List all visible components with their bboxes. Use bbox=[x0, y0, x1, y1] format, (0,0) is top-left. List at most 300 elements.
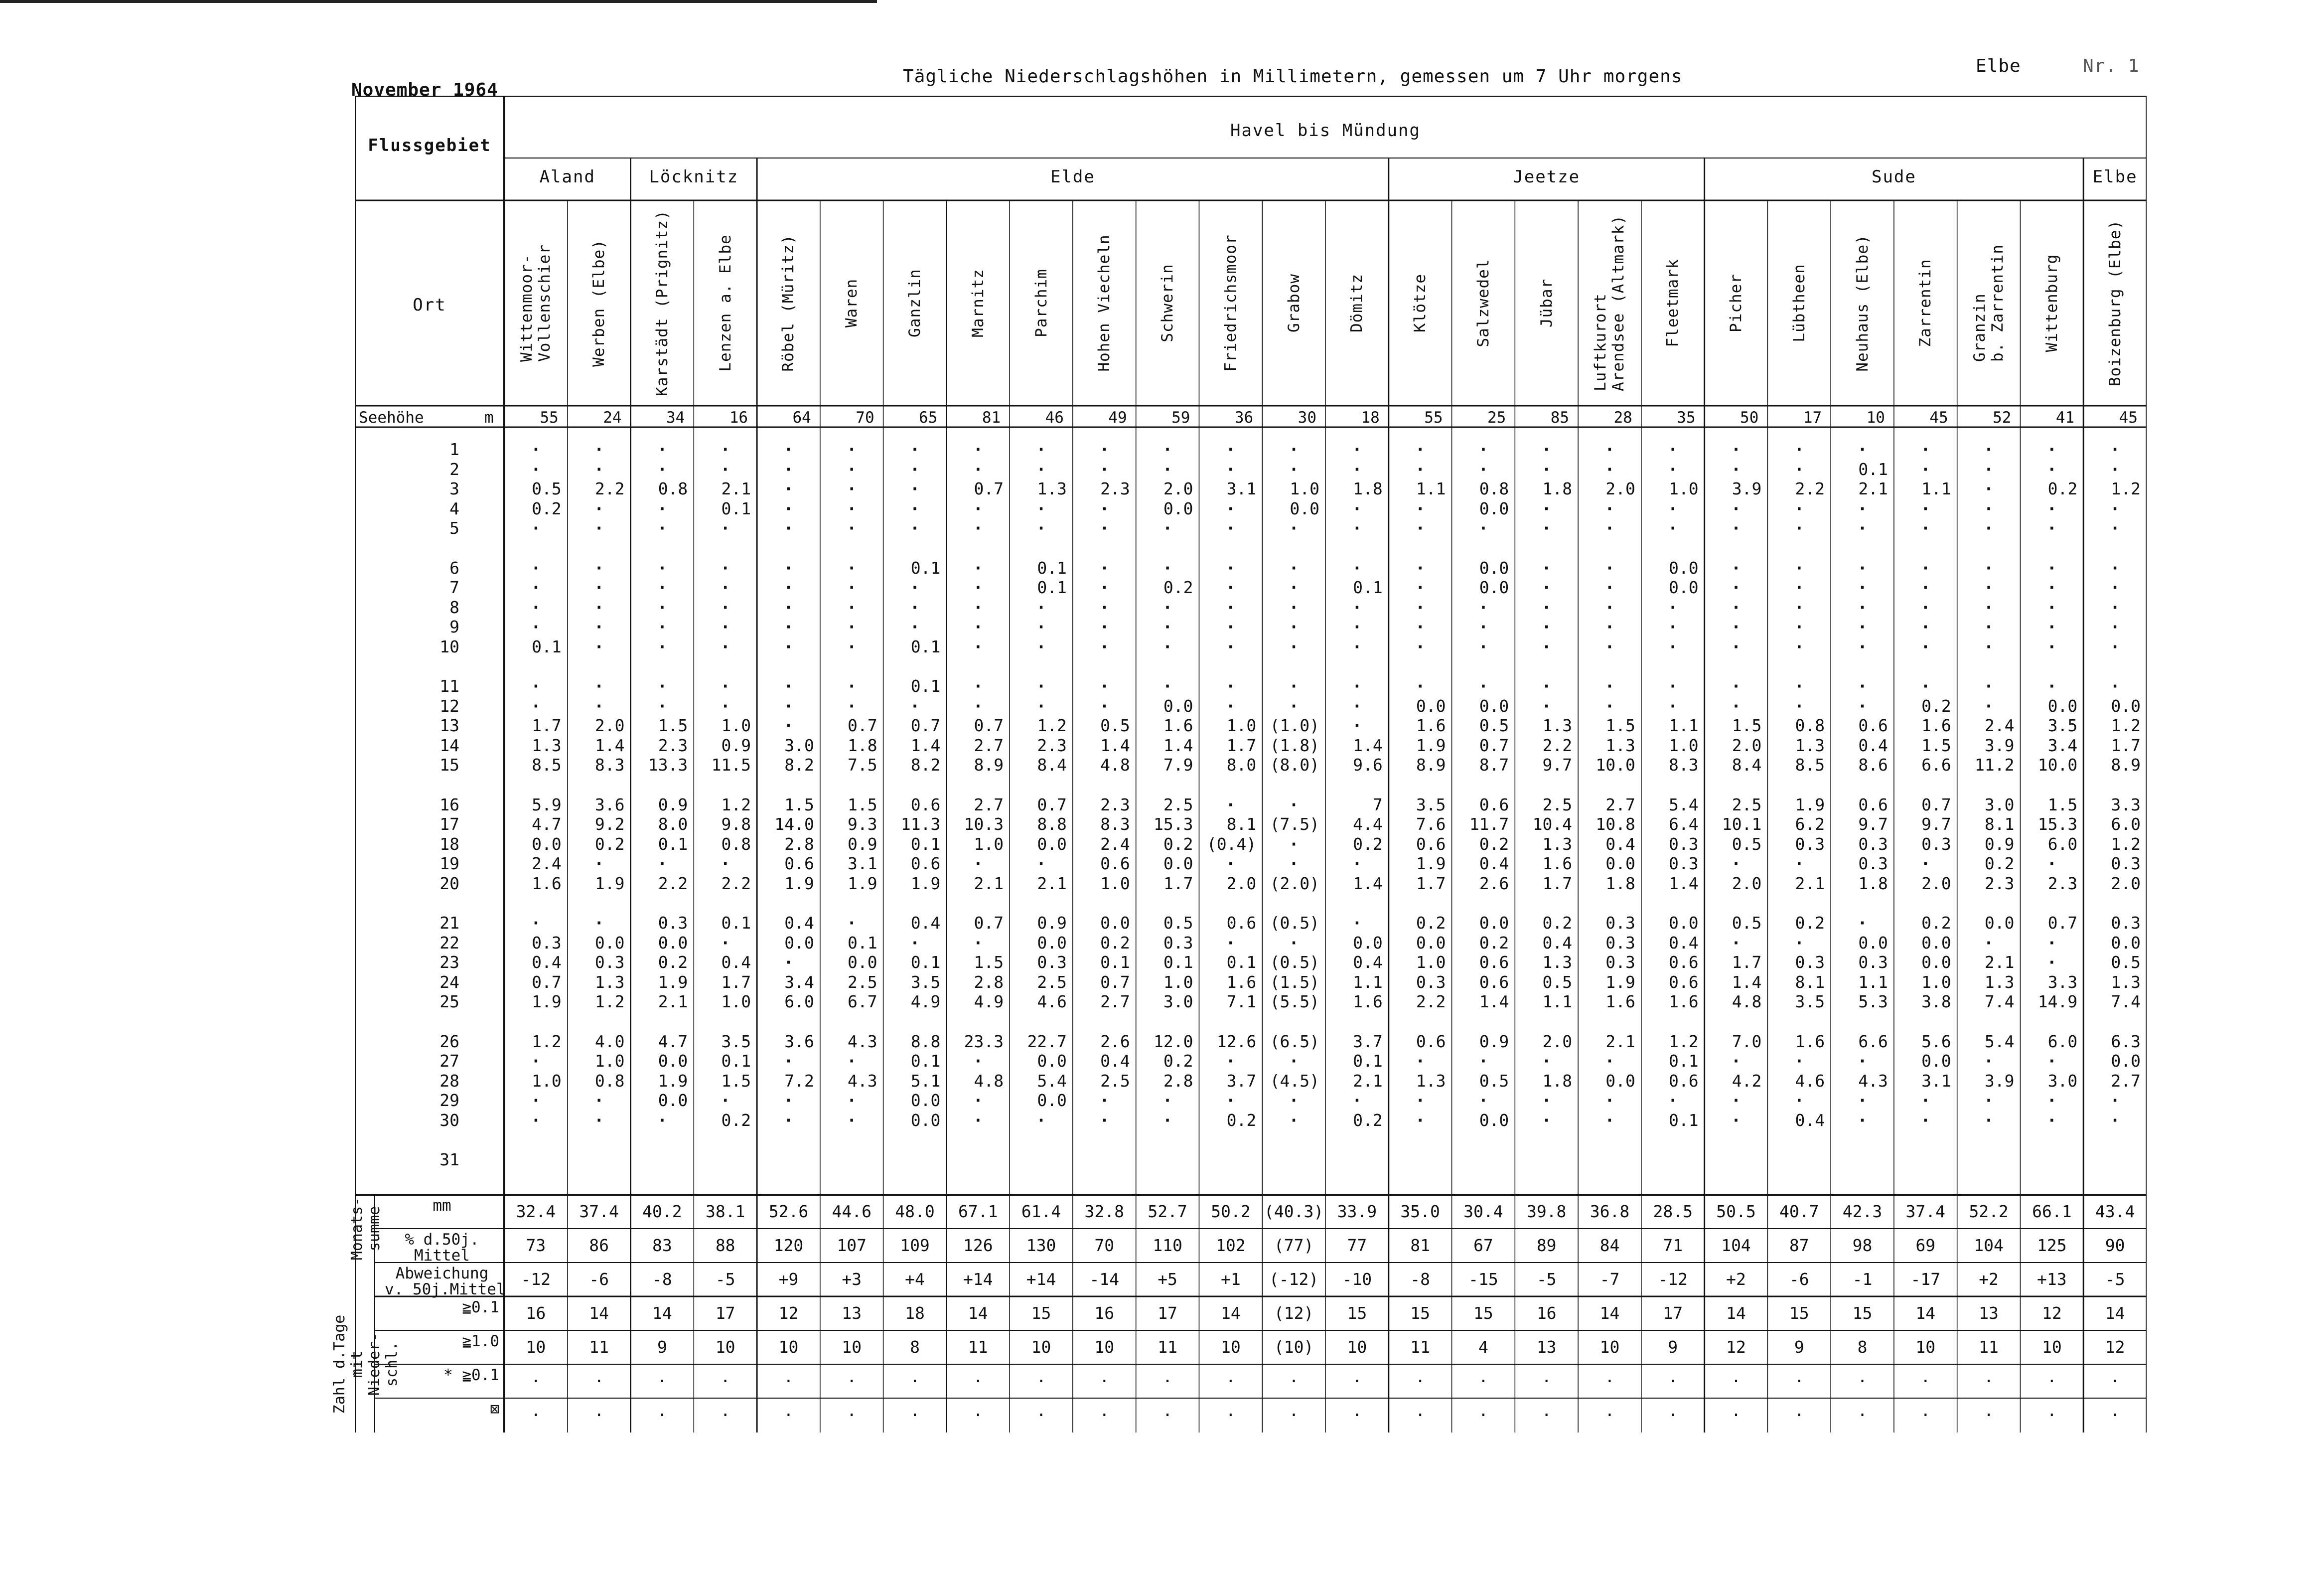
precip-cell: · bbox=[1668, 440, 1678, 459]
precip-cell: 1.8 bbox=[1605, 873, 1635, 893]
precip-cell: 0.2 bbox=[2047, 479, 2078, 498]
precip-cell: · bbox=[1036, 518, 1046, 538]
precip-cell: 0.0 bbox=[1100, 913, 1130, 933]
day-number: 22 bbox=[439, 933, 459, 953]
precip-cell: 9.7 bbox=[1921, 814, 1951, 834]
precip-cell: 1.9 bbox=[532, 992, 562, 1011]
summary-value: 13 bbox=[1979, 1303, 1999, 1323]
precip-cell: · bbox=[720, 459, 730, 479]
precip-cell: · bbox=[531, 617, 541, 636]
precip-cell: 0.5 bbox=[1479, 1071, 1509, 1091]
day-number: 16 bbox=[439, 795, 459, 814]
summary-value: 11 bbox=[1158, 1337, 1177, 1357]
precip-cell: · bbox=[1604, 617, 1615, 636]
precip-cell: · bbox=[2110, 578, 2120, 597]
summary-value: -8 bbox=[652, 1270, 672, 1289]
precip-cell: · bbox=[910, 459, 920, 479]
summary-value: -17 bbox=[1910, 1270, 1941, 1289]
summary-value: 33.9 bbox=[1337, 1202, 1377, 1221]
precip-cell: · bbox=[1352, 459, 1362, 479]
summary-value: · bbox=[1604, 1371, 1615, 1391]
summary-value: 30.4 bbox=[1463, 1202, 1503, 1221]
precip-cell: · bbox=[1289, 440, 1299, 459]
precip-cell: · bbox=[1036, 597, 1046, 617]
precip-cell: 1.3 bbox=[1037, 479, 1067, 498]
summary-value: · bbox=[1604, 1405, 1615, 1425]
precip-cell: 0.0 bbox=[1921, 953, 1951, 972]
precip-cell: 2.1 bbox=[1984, 953, 2015, 972]
precip-cell: · bbox=[1415, 558, 1426, 578]
precip-cell: · bbox=[2110, 1110, 2120, 1130]
precip-cell: · bbox=[594, 636, 604, 656]
precip-cell: · bbox=[1225, 933, 1236, 953]
precip-cell: · bbox=[1162, 597, 1172, 617]
station-name: Picher bbox=[1727, 274, 1745, 332]
precip-cell: 0.3 bbox=[1605, 933, 1635, 953]
precip-cell: · bbox=[1415, 498, 1426, 518]
precip-cell: · bbox=[1668, 459, 1678, 479]
precip-cell: 4.6 bbox=[1795, 1071, 1825, 1091]
precip-cell: 0.9 bbox=[848, 834, 877, 854]
precip-cell: 1.2 bbox=[594, 992, 625, 1011]
precip-cell: · bbox=[1225, 676, 1236, 696]
precip-cell: · bbox=[1984, 578, 1994, 597]
precip-cell: · bbox=[657, 636, 667, 656]
precip-cell: · bbox=[1731, 578, 1741, 597]
precip-cell: · bbox=[657, 518, 667, 538]
precip-cell: 2.4 bbox=[532, 854, 562, 873]
summary-value: -7 bbox=[1599, 1270, 1620, 1289]
precip-cell: 7.2 bbox=[784, 1071, 814, 1091]
precip-cell: · bbox=[1920, 1091, 1931, 1110]
precip-cell: 6.2 bbox=[1795, 814, 1825, 834]
summary-value: · bbox=[1794, 1405, 1804, 1425]
precip-cell: 0.3 bbox=[1605, 953, 1635, 972]
precip-cell: · bbox=[910, 597, 920, 617]
precip-cell: 8.7 bbox=[1479, 755, 1509, 775]
precip-cell: · bbox=[783, 617, 794, 636]
precip-cell: 2.1 bbox=[658, 992, 688, 1011]
precip-cell: 1.0 bbox=[532, 1071, 562, 1091]
precip-cell: · bbox=[1984, 440, 1994, 459]
station-elevation: 50 bbox=[1740, 409, 1759, 427]
precip-cell: 0.7 bbox=[848, 716, 877, 735]
precip-cell: 3.4 bbox=[2047, 735, 2078, 755]
summary-value: · bbox=[910, 1371, 920, 1391]
precipitation-table bbox=[331, 96, 2147, 1432]
precip-cell: 8.6 bbox=[1858, 755, 1888, 775]
precip-cell: · bbox=[1225, 597, 1236, 617]
precip-cell: · bbox=[1731, 459, 1741, 479]
precip-cell: · bbox=[1099, 578, 1110, 597]
precip-cell: 0.1 bbox=[532, 636, 562, 656]
precip-cell: 1.0 bbox=[721, 992, 751, 1011]
summary-value: 37.4 bbox=[579, 1202, 619, 1221]
precip-cell: 0.0 bbox=[1416, 696, 1446, 716]
precip-cell: 7.5 bbox=[848, 755, 877, 775]
precip-cell: 0.7 bbox=[910, 716, 941, 735]
precip-cell: 3.6 bbox=[594, 795, 625, 814]
precip-cell: · bbox=[2110, 617, 2120, 636]
precip-cell: 0.2 bbox=[1100, 933, 1130, 953]
summary-value: -14 bbox=[1089, 1270, 1120, 1289]
summary-value: 83 bbox=[652, 1236, 672, 1255]
precip-cell: 0.8 bbox=[1479, 479, 1509, 498]
precip-cell: · bbox=[1984, 518, 1994, 538]
station-name: Zarrentin bbox=[1916, 259, 1935, 347]
precip-cell: 1.2 bbox=[2111, 834, 2141, 854]
precip-cell: 2.2 bbox=[594, 479, 625, 498]
precip-cell: 2.7 bbox=[974, 735, 1004, 755]
precip-cell: 0.4 bbox=[1479, 854, 1509, 873]
precip-cell: · bbox=[1478, 617, 1488, 636]
day-number: 15 bbox=[439, 755, 459, 775]
precip-cell: 11.2 bbox=[1974, 755, 2015, 775]
precip-cell: 0.4 bbox=[784, 913, 814, 933]
precip-cell: · bbox=[783, 518, 794, 538]
precip-cell: 5.4 bbox=[1669, 795, 1699, 814]
summary-value: 14 bbox=[1599, 1303, 1620, 1323]
precip-cell: · bbox=[1984, 597, 1994, 617]
precip-cell: · bbox=[657, 440, 667, 459]
precip-cell: · bbox=[720, 597, 730, 617]
precip-cell: · bbox=[531, 1110, 541, 1130]
precip-cell: · bbox=[657, 597, 667, 617]
station-elevation: 36 bbox=[1234, 409, 1254, 427]
precip-cell: · bbox=[1415, 518, 1426, 538]
precip-cell: 1.0 bbox=[1416, 953, 1446, 972]
summary-value: · bbox=[1225, 1405, 1236, 1425]
summary-row-label: Abweichung v. 50j.Mittel bbox=[385, 1265, 506, 1298]
precip-cell: 0.3 bbox=[1795, 834, 1825, 854]
precip-cell: · bbox=[1668, 597, 1678, 617]
summary-value: -5 bbox=[2105, 1270, 2125, 1289]
station-name: Schwerin bbox=[1159, 264, 1177, 342]
precip-cell: 1.6 bbox=[1542, 854, 1573, 873]
precip-cell: 0.2 bbox=[1479, 933, 1509, 953]
precip-cell: · bbox=[594, 1110, 604, 1130]
summary-value: 50.2 bbox=[1211, 1202, 1251, 1221]
summary-value: 11 bbox=[968, 1337, 988, 1357]
precip-cell: · bbox=[594, 578, 604, 597]
summary-value: 28.5 bbox=[1653, 1202, 1693, 1221]
precip-cell: 1.7 bbox=[1163, 873, 1193, 893]
precip-cell: 0.6 bbox=[910, 854, 941, 873]
summary-value: 87 bbox=[1789, 1236, 1809, 1255]
summary-value: 81 bbox=[1410, 1236, 1431, 1255]
station-elevation: 18 bbox=[1361, 409, 1380, 427]
precip-cell: · bbox=[973, 933, 983, 953]
precip-cell: 1.3 bbox=[1542, 953, 1573, 972]
group-label-aland: Aland bbox=[539, 167, 595, 187]
precip-cell: 2.8 bbox=[784, 834, 814, 854]
precip-cell: 0.1 bbox=[1858, 459, 1888, 479]
precip-cell: 2.0 bbox=[2111, 873, 2141, 893]
precip-cell: 2.8 bbox=[974, 972, 1004, 992]
precip-cell: · bbox=[1036, 696, 1046, 716]
precip-cell: · bbox=[1731, 597, 1741, 617]
station-elevation: 65 bbox=[919, 409, 938, 427]
precip-cell: · bbox=[847, 558, 857, 578]
summary-value: 10 bbox=[1599, 1337, 1620, 1357]
summary-value: +9 bbox=[778, 1270, 799, 1289]
precip-cell: 1.7 bbox=[1542, 873, 1573, 893]
precip-cell: · bbox=[594, 597, 604, 617]
summary-value: 15 bbox=[1852, 1303, 1873, 1323]
precip-cell: 4.3 bbox=[848, 1071, 877, 1091]
precip-cell: · bbox=[847, 597, 857, 617]
station-name: Waren bbox=[843, 278, 861, 328]
precip-cell: 8.0 bbox=[1226, 755, 1257, 775]
precip-cell: · bbox=[847, 498, 857, 518]
summary-value: 104 bbox=[1721, 1236, 1751, 1255]
precip-cell: · bbox=[657, 558, 667, 578]
precip-cell: 8.5 bbox=[532, 755, 562, 775]
precip-cell: 1.0 bbox=[1290, 479, 1319, 498]
precip-cell: · bbox=[783, 440, 794, 459]
summary-value: · bbox=[1794, 1371, 1804, 1391]
precip-cell: 2.3 bbox=[1100, 479, 1130, 498]
precip-cell: · bbox=[1225, 558, 1236, 578]
summary-value: · bbox=[657, 1371, 667, 1391]
precip-cell: 3.9 bbox=[1984, 1071, 2015, 1091]
precip-cell: 0.2 bbox=[1226, 1110, 1257, 1130]
precip-cell: · bbox=[1794, 518, 1804, 538]
precip-cell: 2.6 bbox=[1479, 873, 1509, 893]
precip-cell: · bbox=[531, 696, 541, 716]
precip-cell: · bbox=[1036, 440, 1046, 459]
precip-cell: (5.5) bbox=[1270, 992, 1319, 1011]
precip-cell: · bbox=[594, 854, 604, 873]
precip-cell: 0.0 bbox=[848, 953, 877, 972]
precip-cell: 2.2 bbox=[1416, 992, 1446, 1011]
precip-cell: · bbox=[1541, 558, 1552, 578]
summary-value: 14 bbox=[652, 1303, 672, 1323]
precip-cell: 2.2 bbox=[658, 873, 688, 893]
precip-cell: 1.5 bbox=[2047, 795, 2078, 814]
precip-cell: (0.5) bbox=[1270, 953, 1319, 972]
station-elevation: 16 bbox=[729, 409, 748, 427]
precip-cell: 0.0 bbox=[910, 1110, 941, 1130]
summary-value: 10 bbox=[2041, 1337, 2062, 1357]
day-number: 18 bbox=[439, 834, 459, 854]
precip-cell: 8.4 bbox=[1732, 755, 1762, 775]
precip-cell: (6.5) bbox=[1270, 1031, 1319, 1051]
precip-cell: 1.8 bbox=[1353, 479, 1383, 498]
precip-cell: · bbox=[973, 617, 983, 636]
precip-cell: 13.3 bbox=[648, 755, 688, 775]
station-elevation: 49 bbox=[1108, 409, 1127, 427]
precip-cell: · bbox=[1352, 854, 1362, 873]
precip-cell: · bbox=[531, 578, 541, 597]
summary-value: 10 bbox=[1347, 1337, 1367, 1357]
precip-cell: 0.5 bbox=[1479, 716, 1509, 735]
precip-cell: 1.3 bbox=[532, 735, 562, 755]
precip-cell: · bbox=[720, 440, 730, 459]
precip-cell: · bbox=[847, 518, 857, 538]
precip-cell: · bbox=[1352, 558, 1362, 578]
precip-cell: 0.6 bbox=[1669, 953, 1699, 972]
precip-cell: · bbox=[657, 696, 667, 716]
precip-cell: 0.4 bbox=[1669, 933, 1699, 953]
precip-cell: 0.5 bbox=[1732, 834, 1762, 854]
precip-cell: 0.0 bbox=[1669, 913, 1699, 933]
precip-cell: 11.5 bbox=[711, 755, 751, 775]
precip-cell: 0.1 bbox=[721, 1051, 751, 1071]
precip-cell: · bbox=[1415, 636, 1426, 656]
precip-cell: · bbox=[1984, 1051, 1994, 1071]
station-name: Parchim bbox=[1032, 269, 1050, 337]
precip-cell: · bbox=[1857, 498, 1868, 518]
precip-cell: · bbox=[2046, 1091, 2057, 1110]
precip-cell: · bbox=[1984, 696, 1994, 716]
summary-value: · bbox=[1857, 1371, 1868, 1391]
precip-cell: 12.0 bbox=[1153, 1031, 1193, 1051]
precip-cell: · bbox=[1541, 1091, 1552, 1110]
precip-cell: 8.4 bbox=[1037, 755, 1067, 775]
summary-value: · bbox=[1162, 1405, 1172, 1425]
precip-cell: · bbox=[2046, 953, 2057, 972]
precip-cell: 2.2 bbox=[1542, 735, 1573, 755]
precip-cell: · bbox=[1225, 696, 1236, 716]
precip-cell: · bbox=[2046, 1051, 2057, 1071]
summary-value: · bbox=[2110, 1371, 2120, 1391]
day-number: 28 bbox=[439, 1071, 459, 1091]
precip-cell: · bbox=[1857, 696, 1868, 716]
summary-value: -8 bbox=[1410, 1270, 1431, 1289]
precip-cell: · bbox=[1289, 1091, 1299, 1110]
precip-cell: 2.7 bbox=[1605, 795, 1635, 814]
precip-cell: 0.5 bbox=[1542, 972, 1573, 992]
precip-cell: 0.0 bbox=[1921, 933, 1951, 953]
day-number: 13 bbox=[439, 716, 459, 735]
precip-cell: · bbox=[1731, 1091, 1741, 1110]
precip-cell: 3.1 bbox=[848, 854, 877, 873]
page-title: Tägliche Niederschlagshöhen in Millimetern, gemessen um 7 Uhr morgens bbox=[903, 66, 1683, 87]
station-elevation: 85 bbox=[1550, 409, 1570, 427]
precip-cell: 0.9 bbox=[1984, 834, 2015, 854]
precip-cell: 0.3 bbox=[532, 933, 562, 953]
precip-cell: · bbox=[1162, 1091, 1172, 1110]
precip-cell: 0.4 bbox=[721, 953, 751, 972]
day-number: 17 bbox=[439, 814, 459, 834]
precip-cell: 6.0 bbox=[2047, 1031, 2078, 1051]
precip-cell: 7.0 bbox=[1732, 1031, 1762, 1051]
precip-cell: 3.0 bbox=[784, 735, 814, 755]
sheet-number: Nr. 1 bbox=[2083, 56, 2140, 76]
precip-cell: 4.6 bbox=[1037, 992, 1067, 1011]
summary-row-label: % d.50j. Mittel bbox=[405, 1231, 479, 1265]
summary-value: · bbox=[1099, 1371, 1110, 1391]
summary-value: 14 bbox=[589, 1303, 609, 1323]
precip-cell: · bbox=[847, 636, 857, 656]
precip-cell: · bbox=[1794, 1091, 1804, 1110]
group-label-löcknitz: Löcknitz bbox=[649, 167, 739, 187]
precip-cell: 3.7 bbox=[1353, 1031, 1383, 1051]
summary-value: (77) bbox=[1274, 1236, 1314, 1255]
precip-cell: 8.8 bbox=[1037, 814, 1067, 834]
precip-cell: · bbox=[1984, 1110, 1994, 1130]
summary-value: · bbox=[910, 1405, 920, 1425]
summary-value: +4 bbox=[905, 1270, 925, 1289]
precip-cell: 1.3 bbox=[1795, 735, 1825, 755]
precip-cell: · bbox=[1036, 617, 1046, 636]
precip-cell: 0.0 bbox=[1037, 834, 1067, 854]
precip-cell: 10.3 bbox=[964, 814, 1004, 834]
precip-cell: · bbox=[1225, 578, 1236, 597]
precip-cell: 0.1 bbox=[848, 933, 877, 953]
precip-cell: 1.2 bbox=[532, 1031, 562, 1051]
precip-cell: · bbox=[1415, 440, 1426, 459]
summary-value: · bbox=[1984, 1371, 1994, 1391]
precip-cell: 8.1 bbox=[1226, 814, 1257, 834]
precip-cell: 0.0 bbox=[1921, 1051, 1951, 1071]
precip-cell: · bbox=[1731, 498, 1741, 518]
precip-cell: 0.1 bbox=[910, 636, 941, 656]
summary-value: 10 bbox=[526, 1337, 546, 1357]
summary-value: · bbox=[594, 1371, 604, 1391]
precip-cell: 0.0 bbox=[1479, 498, 1509, 518]
precip-cell: 0.9 bbox=[658, 795, 688, 814]
precip-cell: 1.0 bbox=[721, 716, 751, 735]
precip-cell: 5.4 bbox=[1984, 1031, 2015, 1051]
precip-cell: · bbox=[1920, 578, 1931, 597]
day-number: 6 bbox=[449, 558, 459, 578]
precip-cell: 9.7 bbox=[1542, 755, 1573, 775]
precip-cell: · bbox=[720, 578, 730, 597]
station-elevation: 45 bbox=[2119, 409, 2138, 427]
precip-cell: · bbox=[1920, 498, 1931, 518]
precip-cell: · bbox=[1794, 597, 1804, 617]
precip-cell: 0.9 bbox=[1479, 1031, 1509, 1051]
summary-value: 10 bbox=[1915, 1337, 1936, 1357]
precip-cell: · bbox=[1920, 558, 1931, 578]
precip-cell: 0.6 bbox=[910, 795, 941, 814]
precip-cell: 0.0 bbox=[2111, 933, 2141, 953]
precip-cell: · bbox=[910, 518, 920, 538]
precip-cell: 0.2 bbox=[1163, 1051, 1193, 1071]
summary-value: 11 bbox=[1410, 1337, 1431, 1357]
summary-value: 10 bbox=[1220, 1337, 1241, 1357]
precip-cell: 1.7 bbox=[1732, 953, 1762, 972]
precip-cell: · bbox=[1541, 676, 1552, 696]
seehoehe-unit: m bbox=[484, 409, 494, 427]
precip-cell: 8.9 bbox=[974, 755, 1004, 775]
station-elevation: 46 bbox=[1045, 409, 1064, 427]
summary-value: · bbox=[531, 1405, 541, 1425]
precip-cell: · bbox=[1857, 617, 1868, 636]
precip-cell: · bbox=[1352, 676, 1362, 696]
precip-cell: · bbox=[1731, 854, 1741, 873]
precip-cell: 14.0 bbox=[774, 814, 814, 834]
precip-cell: 0.8 bbox=[594, 1071, 625, 1091]
summary-value: 32.8 bbox=[1084, 1202, 1125, 1221]
precip-cell: 0.1 bbox=[910, 1051, 941, 1071]
precip-cell: · bbox=[594, 617, 604, 636]
precip-cell: 9.2 bbox=[594, 814, 625, 834]
summary-value: 9 bbox=[1668, 1337, 1678, 1357]
precip-cell: · bbox=[1225, 854, 1236, 873]
day-number: 26 bbox=[439, 1031, 459, 1051]
precip-cell: · bbox=[1668, 498, 1678, 518]
precip-cell: 0.1 bbox=[910, 953, 941, 972]
precip-cell: · bbox=[1099, 518, 1110, 538]
summary-value: · bbox=[2110, 1405, 2120, 1425]
precip-cell: 0.0 bbox=[1290, 498, 1319, 518]
precip-cell: · bbox=[1162, 440, 1172, 459]
precip-cell: 2.0 bbox=[1163, 479, 1193, 498]
precip-cell: 8.9 bbox=[1416, 755, 1446, 775]
